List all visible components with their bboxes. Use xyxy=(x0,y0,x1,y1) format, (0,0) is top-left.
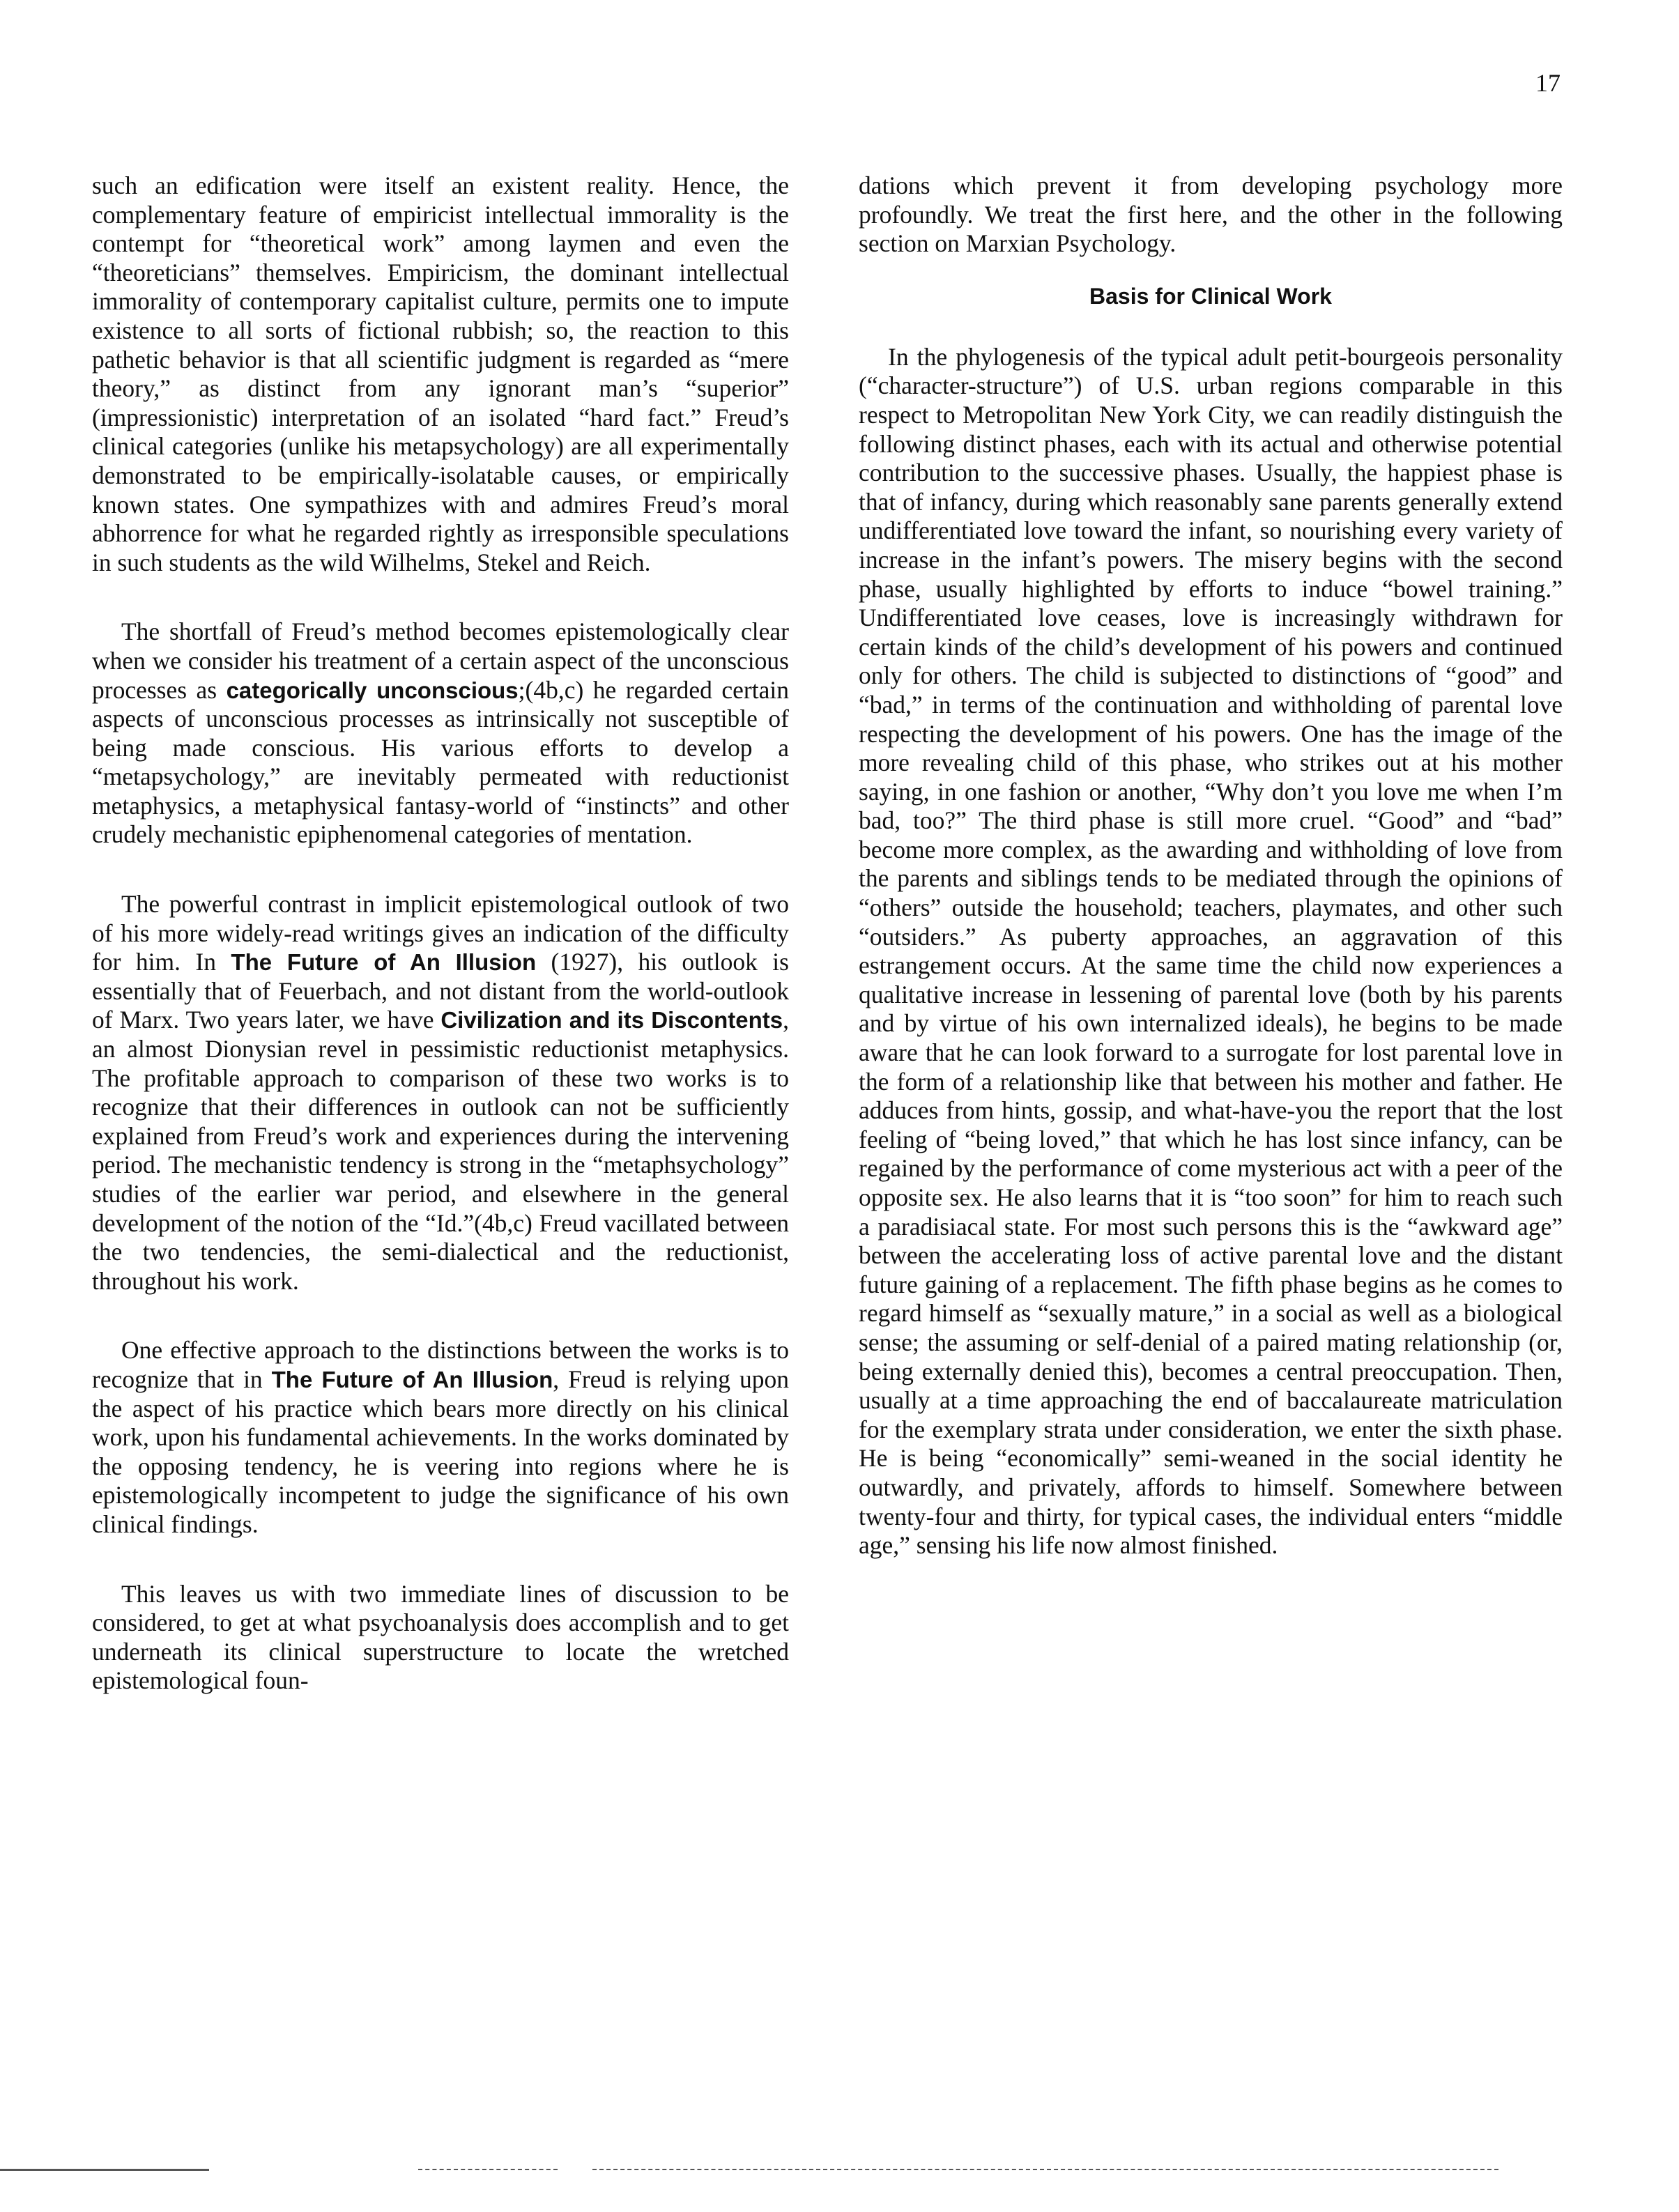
right-column xyxy=(859,171,1563,1583)
text-span: ;(4b,c) he regarded certain aspects of unconscious processes as intrinsically not susceptible of being made conscious. His various efforts to develop a “metapsychology,” are inevitably permeated with reductionist metaphysics, a metaphysical fantasy-world of “instincts” and other crudely mechanistic epiphenomenal categories of mentation. xyxy=(92,675,789,849)
text-span: , Freud is relying upon the aspect of his practice which bears more directly on his clinical work, upon his fundamental achievements. In the works dominated by the opposing tendency, he is veering into regions where he is epistemologically incompetent to judge the significance of his own clinical findings. xyxy=(92,1365,789,1538)
text-span: (1927), his outlook is essentially that of Feuerbach, and not distant from the world-outlook of Marx. Two years later, we have xyxy=(92,948,789,1034)
right-paragraph-2: In the phylogenesis of the typical adult petit-bourgeois personality (“character-structure”) of U.S. urban regions comparable in this respect to Metropolitan New York City, we can readily distinguish the following distinct phases, each with its actual and otherwise potential contribution to the successive phases. Usually, the happiest phase is that of infancy, during which reasonably sane parents generally extend undifferentiated love toward the infant, so nourishing every variety of increase in the infant’s powers. The misery begins with the second phase, usually highlighted by efforts to induce “bowel training.” Undifferentiated love ceases, love is increasingly withdrawn for certain kinds of the child’s development of his powers and continued only for others. The child is subjected to distinctions of “good” and “bad,” in terms of the continuation and withholding of parental love respecting the development of his powers. One has the image of the more revealing child of this phase, who strikes out at his mother saying, in one fashion or another, “Why don’t you love me when I’m bad, too?” The third phase is still more cruel. “Good” and “bad” become more complex, as the awarding and withholding of love from the parents and siblings tends to be mediated through the opinions of “others” outside the household; teachers, playmates, and other such “outsiders.” As puberty approaches, an aggravation of this estrangement occurs. At the same time the child now experiences a qualitative increase in lessening of parental love (both by his parents and by virtue of his own internalized ideals), he begins to be made aware that he can look forward to a surrogate for lost parental love in the form of a relationship like that between his mother and father. He adduces from hints, gossip, and what-have-you the report that the lost feeling of “being loved,” that which he has lost since infancy, can be regained by the performance of come mysterious act with a peer of the opposite sex. He also learns that it is “too soon” for him to reach such a paradisiacal state. For most such persons this is the “awkward age” between the accelerating loss of active parental love and the distant future gaining of a replacement. The fifth phase begins as he comes to regard himself as “sexually mature,” in a social as well as a biological sense; the assuming or self-denial of a paired mating relationship (or, being externally denied this), becomes a central preoccupation. Then, usually at a time approaching the end of baccalaureate matriculation for the exemplary strata under consideration, we enter the sixth phase. He is being “economically” semi-weaned in the social identity he outwardly, and privately, affords to himself. Somewhere between twenty-four and thirty, for typical cases, the individual enters “middle age,” sensing his life now almost finished. xyxy=(859,342,1563,1560)
left-column xyxy=(92,171,789,1736)
text-span: The powerful contrast in implicit epistemological outlook of two of his more widely-read writings gives an indication of the difficulty for him. In xyxy=(92,890,789,976)
book-title: The Future of An Illusion xyxy=(231,949,537,976)
book-title: Civilization and its Discontents xyxy=(440,1007,783,1034)
section-heading: Basis for Clinical Work xyxy=(1089,283,1332,309)
left-paragraph-3 xyxy=(92,890,789,1296)
left-paragraph-5: This leaves us with two immediate lines of discussion to be considered, to get at what psychoanalysis does accomplish and to get underneath its clinical superstructure to locate the wretched epistemological foun- xyxy=(92,1579,789,1695)
left-paragraph-2 xyxy=(92,617,789,850)
text-span: The shortfall of Freud’s method becomes epistemologically clear when we consider his treatment of a certain aspect of the unconscious processes as xyxy=(92,617,789,704)
text-span: , an almost Dionysian revel in pessimistic reductionist metaphysics. The profitable approach to comparison of these two works is to recognize that their differences in outlook can not be sufficiently explained from Freud’s work and experiences during the intervening period. The mechanistic tendency is strong in the “metaphsychology” studies of the earlier war period, and elsewhere in the general development of the notion of the “Id.”(4b,c) Freud vacillated between the two tendencies, the semi-dialectical and the reductionist, throughout his work. xyxy=(92,1006,789,1295)
right-paragraph-1: dations which prevent it from developing psychology more profoundly. We treat the first here, and the other in the following section on Marxian Psychology. xyxy=(859,171,1563,258)
bottom-rule xyxy=(418,2169,558,2170)
bottom-rule xyxy=(592,2169,1498,2170)
text-span: One effective approach to the distinctions between the works is to recognize that in xyxy=(92,1336,789,1393)
left-paragraph-4 xyxy=(92,1336,789,1539)
page-number: 17 xyxy=(1535,69,1561,97)
book-title: The Future of An Illusion xyxy=(271,1366,553,1392)
bold-term: categorically unconscious xyxy=(226,677,519,703)
left-paragraph-1: such an edification were itself an existent reality. Hence, the complementary feature of empiricist intellectual immorality is the contempt for “theoretical work” among laymen and even the “theoreticians” themselves. Empiricism, the dominant intellectual immorality of contemporary capitalist culture, permits one to impute existence to all sorts of fictional rubbish; so, the reaction to this pathetic behavior is that all scientific judgment is regarded as “mere theory,” as distinct from any ignorant man’s “superior” (impressionistic) interpretation of an isolated “hard fact.” Freud’s clinical categories (unlike his metapsychology) are all experimentally demonstrated to be empirically-isolatable causes, or empirically known states. One sympathizes with and admires Freud’s moral abhorrence for what he regarded rightly as irresponsible speculations in such students as the wild Wilhelms, Stekel and Reich. xyxy=(92,171,789,576)
bottom-rule xyxy=(0,2169,209,2171)
